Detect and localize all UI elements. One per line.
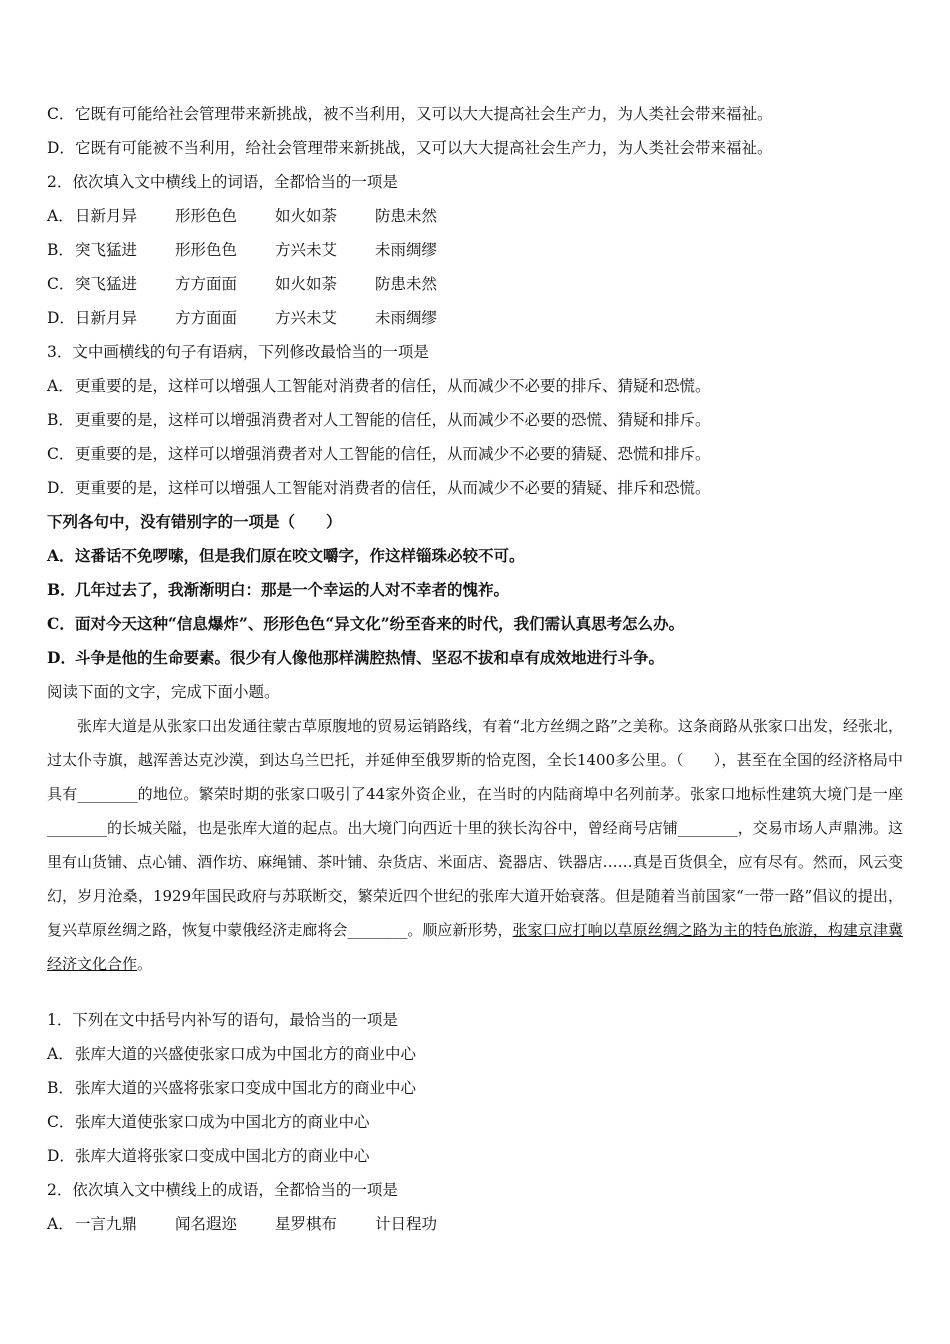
q1-option-c bbox=[47, 103, 773, 125]
option-key: D． bbox=[47, 139, 75, 157]
word: 形形色色 bbox=[175, 241, 238, 259]
underlined-sentence: 张家口应打响以草原丝绸之路为主的特色旅游，构建京津冀经济文化合作 bbox=[47, 921, 903, 973]
word: 如火如荼 bbox=[275, 207, 338, 225]
option-text: 更重要的是，这样可以增强人工智能对消费者的信任，从而减少不必要的排斥、猜疑和恐慌。 bbox=[75, 377, 711, 395]
option-text: 它既有可能给社会管理带来新挑战，被不当利用，又可以大大提高社会生产力，为人类社会带来福祉。 bbox=[75, 105, 773, 123]
word: 星罗棋布 bbox=[275, 1215, 338, 1233]
passage-end: 。 bbox=[137, 955, 153, 973]
word: 如火如荼 bbox=[275, 275, 338, 293]
word: 防患未然 bbox=[375, 275, 438, 293]
option-key: C． bbox=[47, 445, 75, 463]
reading-passage bbox=[47, 709, 903, 981]
q1-option-d bbox=[47, 137, 773, 159]
option-key: A． bbox=[47, 377, 74, 395]
option-text: 斗争是他的生命要素。很少有人像他那样满腔热情、坚忍不拔和卓有成效地进行斗争。 bbox=[75, 648, 665, 667]
word: 未雨绸缪 bbox=[375, 309, 438, 327]
option-text: 张库大道的兴盛将张家口变成中国北方的商业中心 bbox=[75, 1079, 417, 1097]
q4-option-d bbox=[47, 647, 664, 669]
word: 方兴未艾 bbox=[275, 241, 338, 259]
r2-option-a bbox=[47, 1213, 475, 1235]
q3-option-b bbox=[47, 409, 711, 431]
option-text: 更重要的是，这样可以增强消费者对人工智能的信任，从而减少不必要的猜疑、恐慌和排斥。 bbox=[75, 445, 711, 463]
option-text: 张库大道将张家口变成中国北方的商业中心 bbox=[75, 1147, 370, 1165]
option-key: A． bbox=[47, 546, 75, 565]
word: 防患未然 bbox=[375, 207, 438, 225]
option-text: 几年过去了，我渐渐明白：那是一个幸运的人对不幸者的愧祚。 bbox=[75, 580, 510, 599]
r1-stem: 1．下列在文中括号内补写的语句，最恰当的一项是 bbox=[47, 1011, 398, 1029]
option-key: B． bbox=[47, 411, 74, 429]
word: 闻名遐迩 bbox=[175, 1215, 238, 1233]
word: 未雨绸缪 bbox=[375, 241, 438, 259]
word: 计日程功 bbox=[375, 1215, 438, 1233]
option-text: 面对今天这种“信息爆炸”、形形色色“异文化”纷至沓来的时代，我们需认真思考怎么办。 bbox=[75, 614, 685, 633]
q4-option-a bbox=[47, 545, 525, 567]
r1-option-b bbox=[47, 1077, 416, 1099]
option-key: A． bbox=[47, 207, 74, 225]
option-key: D． bbox=[47, 1147, 75, 1165]
q2-option-b bbox=[47, 239, 475, 261]
option-text: 张库大道的兴盛使张家口成为中国北方的商业中心 bbox=[75, 1045, 417, 1063]
option-key: C． bbox=[47, 275, 75, 293]
q2-stem: 2．依次填入文中横线上的词语，全都恰当的一项是 bbox=[47, 173, 398, 191]
r1-option-d bbox=[47, 1145, 370, 1167]
passage-text: 张库大道是从张家口出发通往蒙古草原腹地的贸易运销路线，有着“北方丝绸之路”之美称。这条商路从张家口出发，经张北，过太仆寺旗，越浑善达克沙漠，到达乌兰巴托，并延伸至俄罗斯的恰克图，全长1400多公里。（ ），甚至在全国的经济格局中具有________的地位。繁荣时期的张家口吸引了44家外资企业，在当时的内陆商埠中名列前茅。张家口地标性建筑大境门是一座________的长城关隘，也是张库大道的起点。出大境门向西近十里的狭长沟谷中，曾经商号店铺________，交易市场人声鼎沸。这里有山货铺、点心铺、酒作坊、麻绳铺、茶叶铺、杂货店、米面店、瓷器店、铁器店……真是百货俱全，应有尽有。然而，风云变幻，岁月沧桑，1929年国民政府与苏联断交，繁荣近四个世纪的张库大道开始衰落。但是随着当前国家“一带一路”倡议的提出，复兴草原丝绸之路，恢复中蒙俄经济走廊将会________。顺应新形势， bbox=[47, 717, 903, 939]
q2-option-a bbox=[47, 205, 475, 227]
q3-option-d bbox=[47, 477, 711, 499]
q2-option-d bbox=[47, 307, 475, 329]
option-key: C． bbox=[47, 614, 75, 633]
r1-option-c bbox=[47, 1111, 370, 1133]
q4-option-c bbox=[47, 613, 684, 635]
option-text: 更重要的是，这样可以增强消费者对人工智能的信任，从而减少不必要的恐慌、猜疑和排斥。 bbox=[75, 411, 711, 429]
option-key: C． bbox=[47, 1113, 75, 1131]
reading-intro: 阅读下面的文字，完成下面小题。 bbox=[47, 683, 280, 701]
word: 一言九鼎 bbox=[75, 1215, 138, 1233]
option-text: 这番话不免啰嗦，但是我们原在咬文嚼字，作这样锱珠必较不可。 bbox=[75, 546, 525, 565]
option-text: 张库大道使张家口成为中国北方的商业中心 bbox=[75, 1113, 370, 1131]
option-text: 更重要的是，这样可以增强人工智能对消费者的信任，从而减少不必要的猜疑、排斥和恐慌。 bbox=[75, 479, 711, 497]
option-key: B． bbox=[47, 580, 76, 599]
option-key: A． bbox=[47, 1045, 74, 1063]
r2-stem: 2．依次填入文中横线上的成语，全都恰当的一项是 bbox=[47, 1181, 398, 1199]
word: 方方面面 bbox=[175, 309, 238, 327]
option-key: A． bbox=[47, 1215, 74, 1233]
option-key: D． bbox=[47, 479, 75, 497]
q2-option-c bbox=[47, 273, 475, 295]
word: 日新月异 bbox=[75, 207, 138, 225]
word: 日新月异 bbox=[75, 309, 138, 327]
q4-option-b bbox=[47, 579, 509, 601]
option-key: B． bbox=[47, 241, 74, 259]
option-key: D． bbox=[47, 648, 76, 667]
option-text: 它既有可能被不当利用，给社会管理带来新挑战，又可以大大提高社会生产力，为人类社会带来福祉。 bbox=[75, 139, 773, 157]
r1-option-a bbox=[47, 1043, 416, 1065]
option-key: C． bbox=[47, 105, 75, 123]
word: 方兴未艾 bbox=[275, 309, 338, 327]
word: 形形色色 bbox=[175, 207, 238, 225]
word: 突飞猛进 bbox=[75, 275, 138, 293]
q3-stem: 3．文中画横线的句子有语病，下列修改最恰当的一项是 bbox=[47, 343, 429, 361]
word: 方方面面 bbox=[175, 275, 238, 293]
option-key: B． bbox=[47, 1079, 74, 1097]
q4-stem: 下列各句中，没有错别字的一项是（ ） bbox=[47, 512, 342, 531]
option-key: D． bbox=[47, 309, 75, 327]
q3-option-c bbox=[47, 443, 711, 465]
word: 突飞猛进 bbox=[75, 241, 138, 259]
q3-option-a bbox=[47, 375, 711, 397]
